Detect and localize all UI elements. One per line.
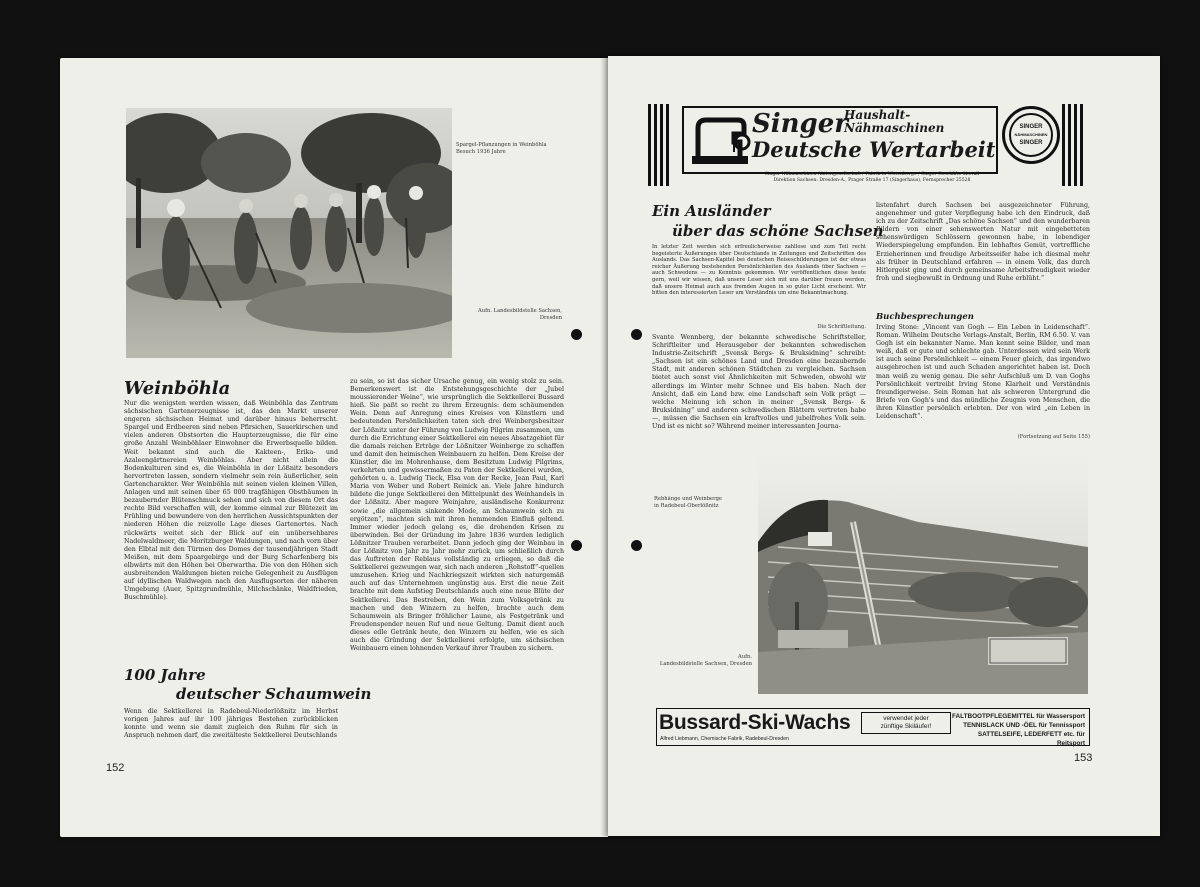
vineyard-photo [758, 452, 1088, 694]
singer-slogan: Deutsche Wertarbeit [752, 137, 996, 162]
right-column-1-text: Svante Wennberg, der bekannte schwedische Schriftsteller, Schriftleiter und Herausgeber der bekannten schwedischen Industrie-Zeitschrift „Svensk Bergs- & Bruksidning“ schreibt: „Sachsen ist ein schönes Land und Dresden eine bezaubernde Stadt, mit anderen schönen Städtchen zu vergleichen. Sachsen bietet auch sonst viel Ähnlichkeiten mit Schweden, obwohl wir allerdings im Winter mehr Schnee und Eis haben. Nach der Ansicht, daß ein Land bzw. eine Landschaft sein Volk prägt — welche Meinung ich schon in meiner „Svensk Bergs- & Bruksidning“ und anderen schwedischen Blättern vertreten habe —, müssen die Sachsen ein kraftvolles und jubelfrohes Volk sein. Und ist es nicht so? Während meiner interessanten Journa- [652, 334, 866, 431]
right-column-2 [876, 202, 1090, 306]
seal-text-mid: NÄHMASCHINEN [1014, 132, 1048, 137]
bussard-right-line-1: FALTBOOTPFLEGEMITTEL für Wassersport [951, 713, 1085, 720]
bussard-middle-text: verwendet jeder zünftige Skiläufer! [861, 712, 951, 734]
bussard-subtitle: Alfred Liebmann, Chemische Fabrik, Radebeul-Dresden [660, 736, 789, 742]
photo-caption-top: Spargel-Pflanzungen in Weinböhla Besuch 1936 Jahre [456, 142, 547, 155]
singer-brand: Singer [752, 109, 848, 139]
orchard-workers-photo [126, 108, 452, 358]
intro-box [652, 244, 866, 320]
heading-schaumwein-line-2: deutscher Schaumwein [176, 685, 372, 703]
left-column-1-bottom-text: Wenn die Sektkellerei in Radebeul-Niederlößnitz im Herbst vorigen Jahres auf ihr 100 jähriges Bestehen zurückblicken konnte und wenn sie damit zugleich den Ruhm für sich in Anspruch nehmen darf, die zweitälteste Sektkellerei Deutschlands [124, 708, 338, 740]
singer-product-line-2: Nähmaschinen [844, 121, 945, 135]
bussard-right-line-3: SATTELSEIFE, LEDERFETT etc. für Reitsport [977, 731, 1085, 747]
sewing-machine-icon [688, 112, 752, 168]
intro-credit: Die Schriftleitung. [817, 324, 866, 330]
singer-seal-inner [1009, 113, 1053, 157]
singer-stripes-right [1062, 104, 1084, 186]
right-page [608, 56, 1160, 836]
right-page-number: 153 [1074, 752, 1093, 764]
right-column-1 [652, 334, 866, 444]
punch-hole [631, 540, 642, 551]
bussard-advertisement [656, 708, 1090, 746]
punch-hole [571, 540, 582, 551]
intro-text: In letzter Zeit werden sich erfreulicherweise zahllose und zum Teil recht begeisterte Äußerungen über Deutschlands in Zeitungen und Zeitschriften des Auslands. Das Sachsen-Kapitel bei deutschen Reiseschilderungen ist der etwas reicher Äußerung bestehenden Persönlichkeiten des Auslands über Sachsen — auch Schwedens — zu Kenntnis gekommen. Wir veröffentlichen diese heute gern, weil wir wissen, daß unsere Leser sich mit uns darüber freuen werden, daß unsere Heimat auch aus fremden Augen in so guter Licht erscheint. Wir bitten den interessierten Leser um Verständnis um eine Bekanntmachung. [652, 244, 866, 297]
singer-advertisement [648, 104, 1068, 186]
punch-hole [571, 329, 582, 340]
left-column-1 [124, 400, 338, 660]
singer-stripes-left [648, 104, 670, 186]
books-column [876, 324, 1090, 432]
heading-schaumwein-line-1: 100 Jahre [124, 666, 206, 684]
left-column-1-bottom [124, 708, 338, 760]
singer-seal-icon [1002, 106, 1060, 164]
singer-product-line-1: Haushalt- [844, 108, 911, 122]
article-heading-line-1: Ein Ausländer [652, 202, 771, 220]
vineyard-photo-credit: Aufn. Landesbildstelle Sachsen, Dresden [659, 654, 752, 667]
punch-hole [631, 329, 642, 340]
left-page [60, 58, 608, 837]
article-heading-line-2: über das schöne Sachsen [672, 222, 884, 240]
left-page-number: 152 [106, 762, 125, 774]
books-text: Irving Stone: „Vincent van Gogh — Ein Leben in Leidenschaft“. Roman. Wilhelm Deutsche Verlags-Anstalt, Berlin, RM 6.50. V. van Gogh ist ein bekannter Name. Man kennt seine Bilder, und man weiß, daß er gute und schlechte gab. Unterdessen wird sein Werk ist auch seine Persönlichkeit — einem Feuer gleich, das irgendwo ausgebrochen ist und auch Schaden angerichtet haben ist. Doch man weiß zu wenig genau. Die sehr Aufschluß um D. van Goghs Persönlichkeit vertreibt Irving Stone Klarheit und Verständnis freundigerweise. Sein Roman hat als schweren Untergrund die Briefe von Gogh's und das mündliche Zeugnis von Menschen, die ihren Künstler persönlich erlebten. Der von wird „ein Leben in Leidenschaft“. [876, 324, 1090, 421]
photo-credit: Aufn. Landesbildstelle Sachsen, Dresden [477, 308, 562, 321]
bussard-right-line-2: TENNISLACK UND -ÖEL für Tennissport [963, 722, 1085, 729]
left-column-1-text: Nur die wenigsten werden wissen, daß Weinböhla das Zentrum sächsischen Gartenerzeugnisse ist, das den Markt unserer engeren sächsischen Heimat und darüber hinaus beherrscht. Spargel und Erdbeeren sind neben Pfirsichen, Sauerkirschen und vielen anderen Obstsorten die Haupterzeugnisse, die für eine große Anzahl Weinböhlaer Einwohner die Erwerbsquelle bilden. Weit bekannt sind auch die Kakteen-, Erika- und Azaleengärtnereien Weinböhlas. Aber nicht allein die Bodenkulturen sind es, die Weinböhla in der Lößnitz besonders hervortreten lassen, sondern vielmehr sein rein äußerlicher, sein Gartencharakter. Wer Weinböhla mit seinen vielen kleinen Villen, Anlagen und mit seinen über 65 000 tragfähigen Obstbäumen in bezaubernder Blütenschmuck sehen und sich von diesem Ort das rechte Bild verschaffen will, der komme einmal zur Blütezeit im Frühling und bewundere von den herrlichen Aussichtspunkten der niederen Höhen die reizvolle Lage dieses Gartenortes. Nach rückwärts weitet sich der Blick auf ein unübersehbares Nadelwaldmeer, die Moritzburger Waldungen, und nach vorn über den Elbtal mit den Türmen des Domes der tausendjährigen Stadt Meißen, mit dem Spaargebirge und der Burg Scharfenberg bis elbwärts mit den Höhen bei Oberwartha. Die von den Höhen sich ausbreitenden Waldungen bieten reiche Gelegenheit zu Ausflügen auf idyllischen Waldwegen nach den Ausflugsorten der näheren Umgebung (Auer, Spitzgrundmühle, Milchschänke, Waldfrieden, Buschmühle). [124, 400, 338, 602]
left-column-2-text: zu sein, so ist das sicher Ursache genug, ein wenig stolz zu sein. Bemerkenswert ist die Entstehungsgeschichte der „Jubel moussierender Weine“, wie ursprünglich die Sektkellerei Bussard hieß. Sie paßt so recht zu ihrem Erzeugnis: dem schäumenden Wein. Denn auf Anregung eines Kreises von Künstlern und bedeutenden Persönlichkeiten taten sich drei Weinbergsbesitzer der Lößnitz unter der Führung von Ludwig Pilgrim zusammen, um durch die Errichtung einer Sektkellerei ein neues Absatzgebiet für die damals reichen Erträge der Lößnitzer Weinberge zu schaffen und damit den heimischen Weinbauern zu helfen. Dem Kreise der Künstler, die im Mohrenhause, dem Besitztum Ludwig Pilgrims, verkehrten und gewissermaßen zu Paten der Sektkellerei wurden, gehörten u. a. Ludwig Tieck, Elsa von der Recke, Jean Paul, Karl Maria von Weber und Robert Reinick an. Viele Jahre hindurch bildete die junge Sektkellerei den Mittelpunkt des Weinhandels in der Lößnitz. Aber magere Weinjahre, ausländische Konkurrenz sowie „die allgemein sinkende Mode, an Schaumwein sich zu ergötzen“, machten sich mit ihren hemmenden Einfluß geltend. Immer wieder jedoch gelang es, die drohenden Krisen zu überwinden. Bei der Gründung im Jahre 1836 wurden lediglich Lößnitzer Trauben verarbeitet. Dann jedoch ging der Weinbau in der Lößnitz von Jahr zu Jahr mehr zurück, um schließlich durch das Auftreten der Reblaus vollständig zu erliegen, so daß die Sektkellerei gezwungen war, sich nach anderen „Rohstoff“-quellen umzusehen. Krieg und Nachkriegszeit wirkten sich naturgemäß auch auf das Unternehmen ungünstig aus. Erst die neue Zeit brachte mit dem Aufstieg Deutschlands auch eine neue Blüte der Sektkellerei. Das Bestreben, den Wein zum Volksgetränk zu machen und den Winzern zu helfen, brachte auch dem Schaumwein als Bringer fröhlicher Laune, als Festgetränk und Freudenspender neuen Ruf und neue Geltung. Damit dient auch dieses edle Getränk heute, den Winzern zu helfen, wie es sich auch die Gründung der Sektkellerei erfolgte, um sächsischen Weinbauern einen lohnenden Verkauf ihrer Trauben zu sichern. [350, 378, 564, 653]
books-continued: (Fortsetzung auf Seite 155) [1017, 434, 1090, 440]
left-column-2 [350, 378, 564, 758]
right-column-2-text: listenfahrt durch Sachsen bei ausgezeichneter Führung, angenehmer und guter Verpflegung habe ich den Eindruck, daß ich zu der Zeitschrift „Das schöne Sachsen“ und den wunderbaren Bildern von einer sehenswerten Natur mit eingebetteten sehenswürdigen Schlössern gewonnen habe, in lebendiger Wiederspiegelung empfunden. Ein lebhaftes Gemüt, vortreffliche Erzieherinnen und freudige Arbeitsseifer habe ich diesmal mehr als früher in Deutschland erfahren — in einem Volk, das durch Hitlergeist ging und durch gemeinsame Arbeitsfreudigkeit wieder froh und siegbewußt in Ordnung und Ruhe erblüht.“ [876, 202, 1090, 282]
singer-fine-print: Singer Nähmaschinen Aktiengesellschaft / Fabrik in Wittenberge / Singer Geschäfte überall Direktion Sachsen: Dresden-A., Prager Straße 17 (Singerhaus), Fernsprecher 25528 [764, 172, 980, 183]
books-heading: Buchbesprechungen [876, 312, 974, 322]
vineyard-photo-caption: Rebhänge und Weinberge in Radebeul-Oberlößnitz [654, 496, 723, 509]
heading-weinboehla: Weinböhla [124, 378, 231, 399]
bussard-title: Bussard-Ski-Wachs [659, 711, 851, 734]
bussard-right-text [949, 712, 1085, 748]
seal-text-top: SINGER [1019, 124, 1043, 130]
seal-text-bottom: SINGER [1019, 140, 1043, 146]
